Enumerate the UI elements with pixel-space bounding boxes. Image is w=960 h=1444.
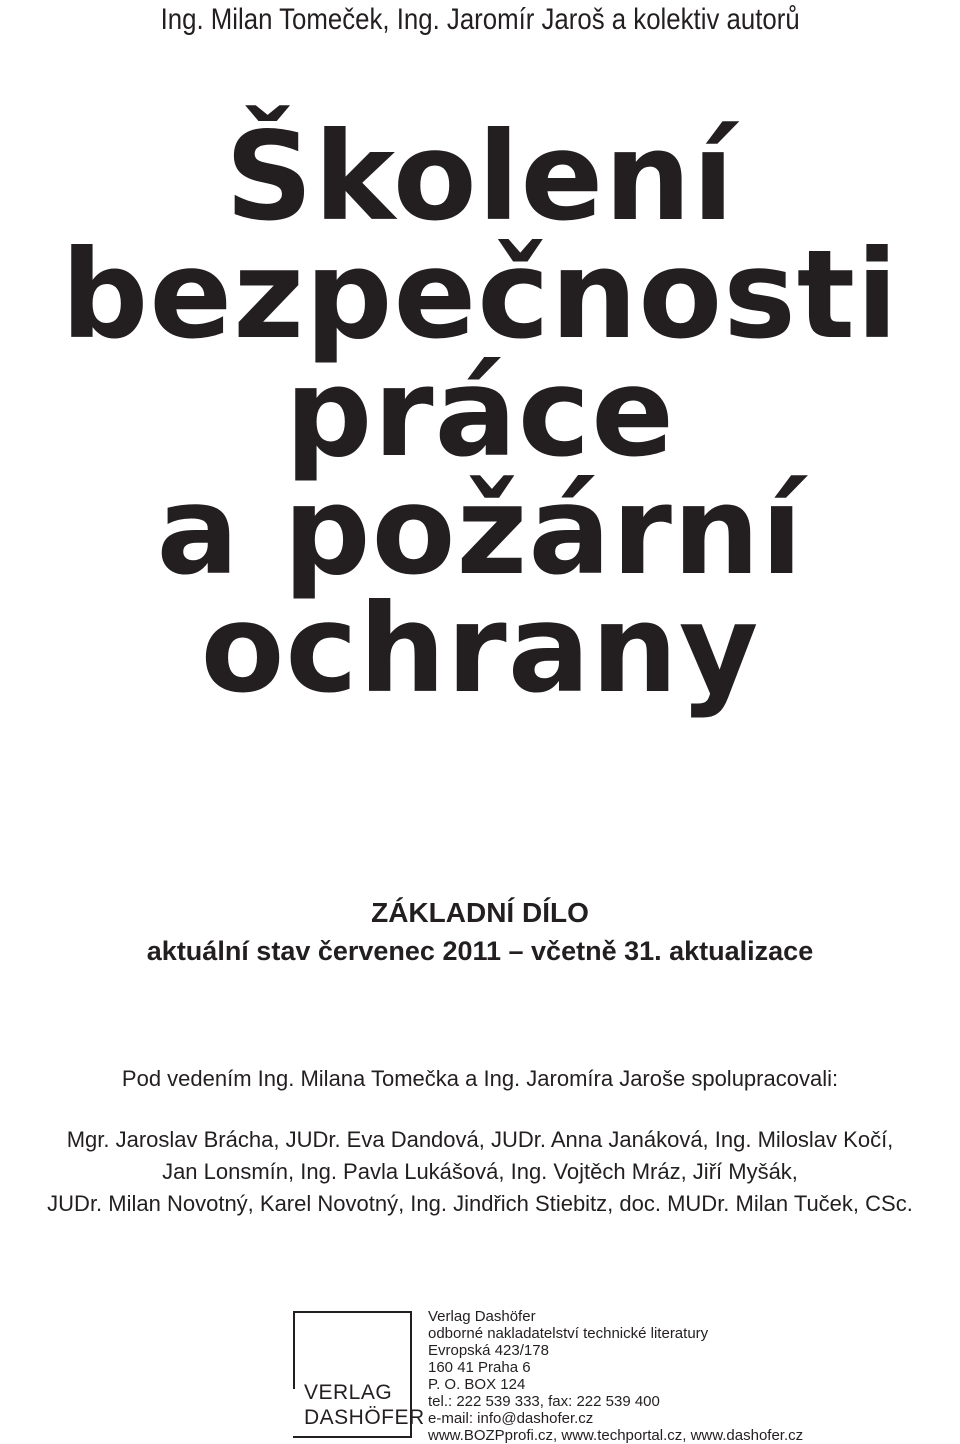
edition-info	[0, 894, 960, 970]
book-title	[0, 106, 960, 720]
publisher-line: Verlag Dashöfer	[428, 1308, 536, 1325]
publisher-info	[428, 1308, 803, 1444]
publisher-websites[interactable]: www.BOZPprofi.cz, www.techportal.cz, www.dashofer.cz	[428, 1427, 804, 1444]
logo-line: DASHÖFER	[304, 1406, 425, 1429]
title-line: a požární	[156, 460, 804, 602]
publisher-line: 160 41 Praha 6	[428, 1359, 531, 1376]
title-line: bezpečnosti	[61, 224, 899, 366]
publisher-line: Evropská 423/178	[428, 1342, 549, 1359]
title-line: Školení	[225, 106, 735, 248]
edition-label: ZÁKLADNÍ DÍLO	[371, 897, 589, 928]
publisher-line: odborné nakladatelství technické literatury	[428, 1325, 709, 1342]
publisher-line: P. O. BOX 124	[428, 1376, 526, 1393]
contributors-line: Mgr. Jaroslav Brácha, JUDr. Eva Dandová, JUDr. Anna Janáková, Ing. Miloslav Kočí,	[66, 1127, 894, 1152]
authors-line: Ing. Milan Tomeček, Ing. Jaromír Jaroš a kolektiv autorů	[160, 3, 800, 36]
title-line: ochrany	[200, 578, 760, 720]
publisher-email[interactable]: e-mail: info@dashofer.cz	[428, 1410, 594, 1427]
contributors-line: JUDr. Milan Novotný, Karel Novotný, Ing. Jindřich Stiebitz, doc. MUDr. Milan Tuček, CSc.	[47, 1191, 913, 1216]
title-line: práce	[285, 342, 675, 484]
contributors-list	[0, 1124, 960, 1220]
edition-status: aktuální stav červenec 2011 – včetně 31. aktualizace	[146, 936, 814, 966]
logo-line: VERLAG	[304, 1381, 393, 1404]
editors-lead: Pod vedením Ing. Milana Tomečka a Ing. Jaromíra Jaroše spolupracovali:	[121, 1066, 839, 1091]
contributors-line: Jan Lonsmín, Ing. Pavla Lukášová, Ing. Vojtěch Mráz, Jiří Myšák,	[162, 1159, 798, 1184]
publisher-line: tel.: 222 539 333, fax: 222 539 400	[428, 1393, 660, 1410]
publisher-logo	[304, 1380, 425, 1430]
